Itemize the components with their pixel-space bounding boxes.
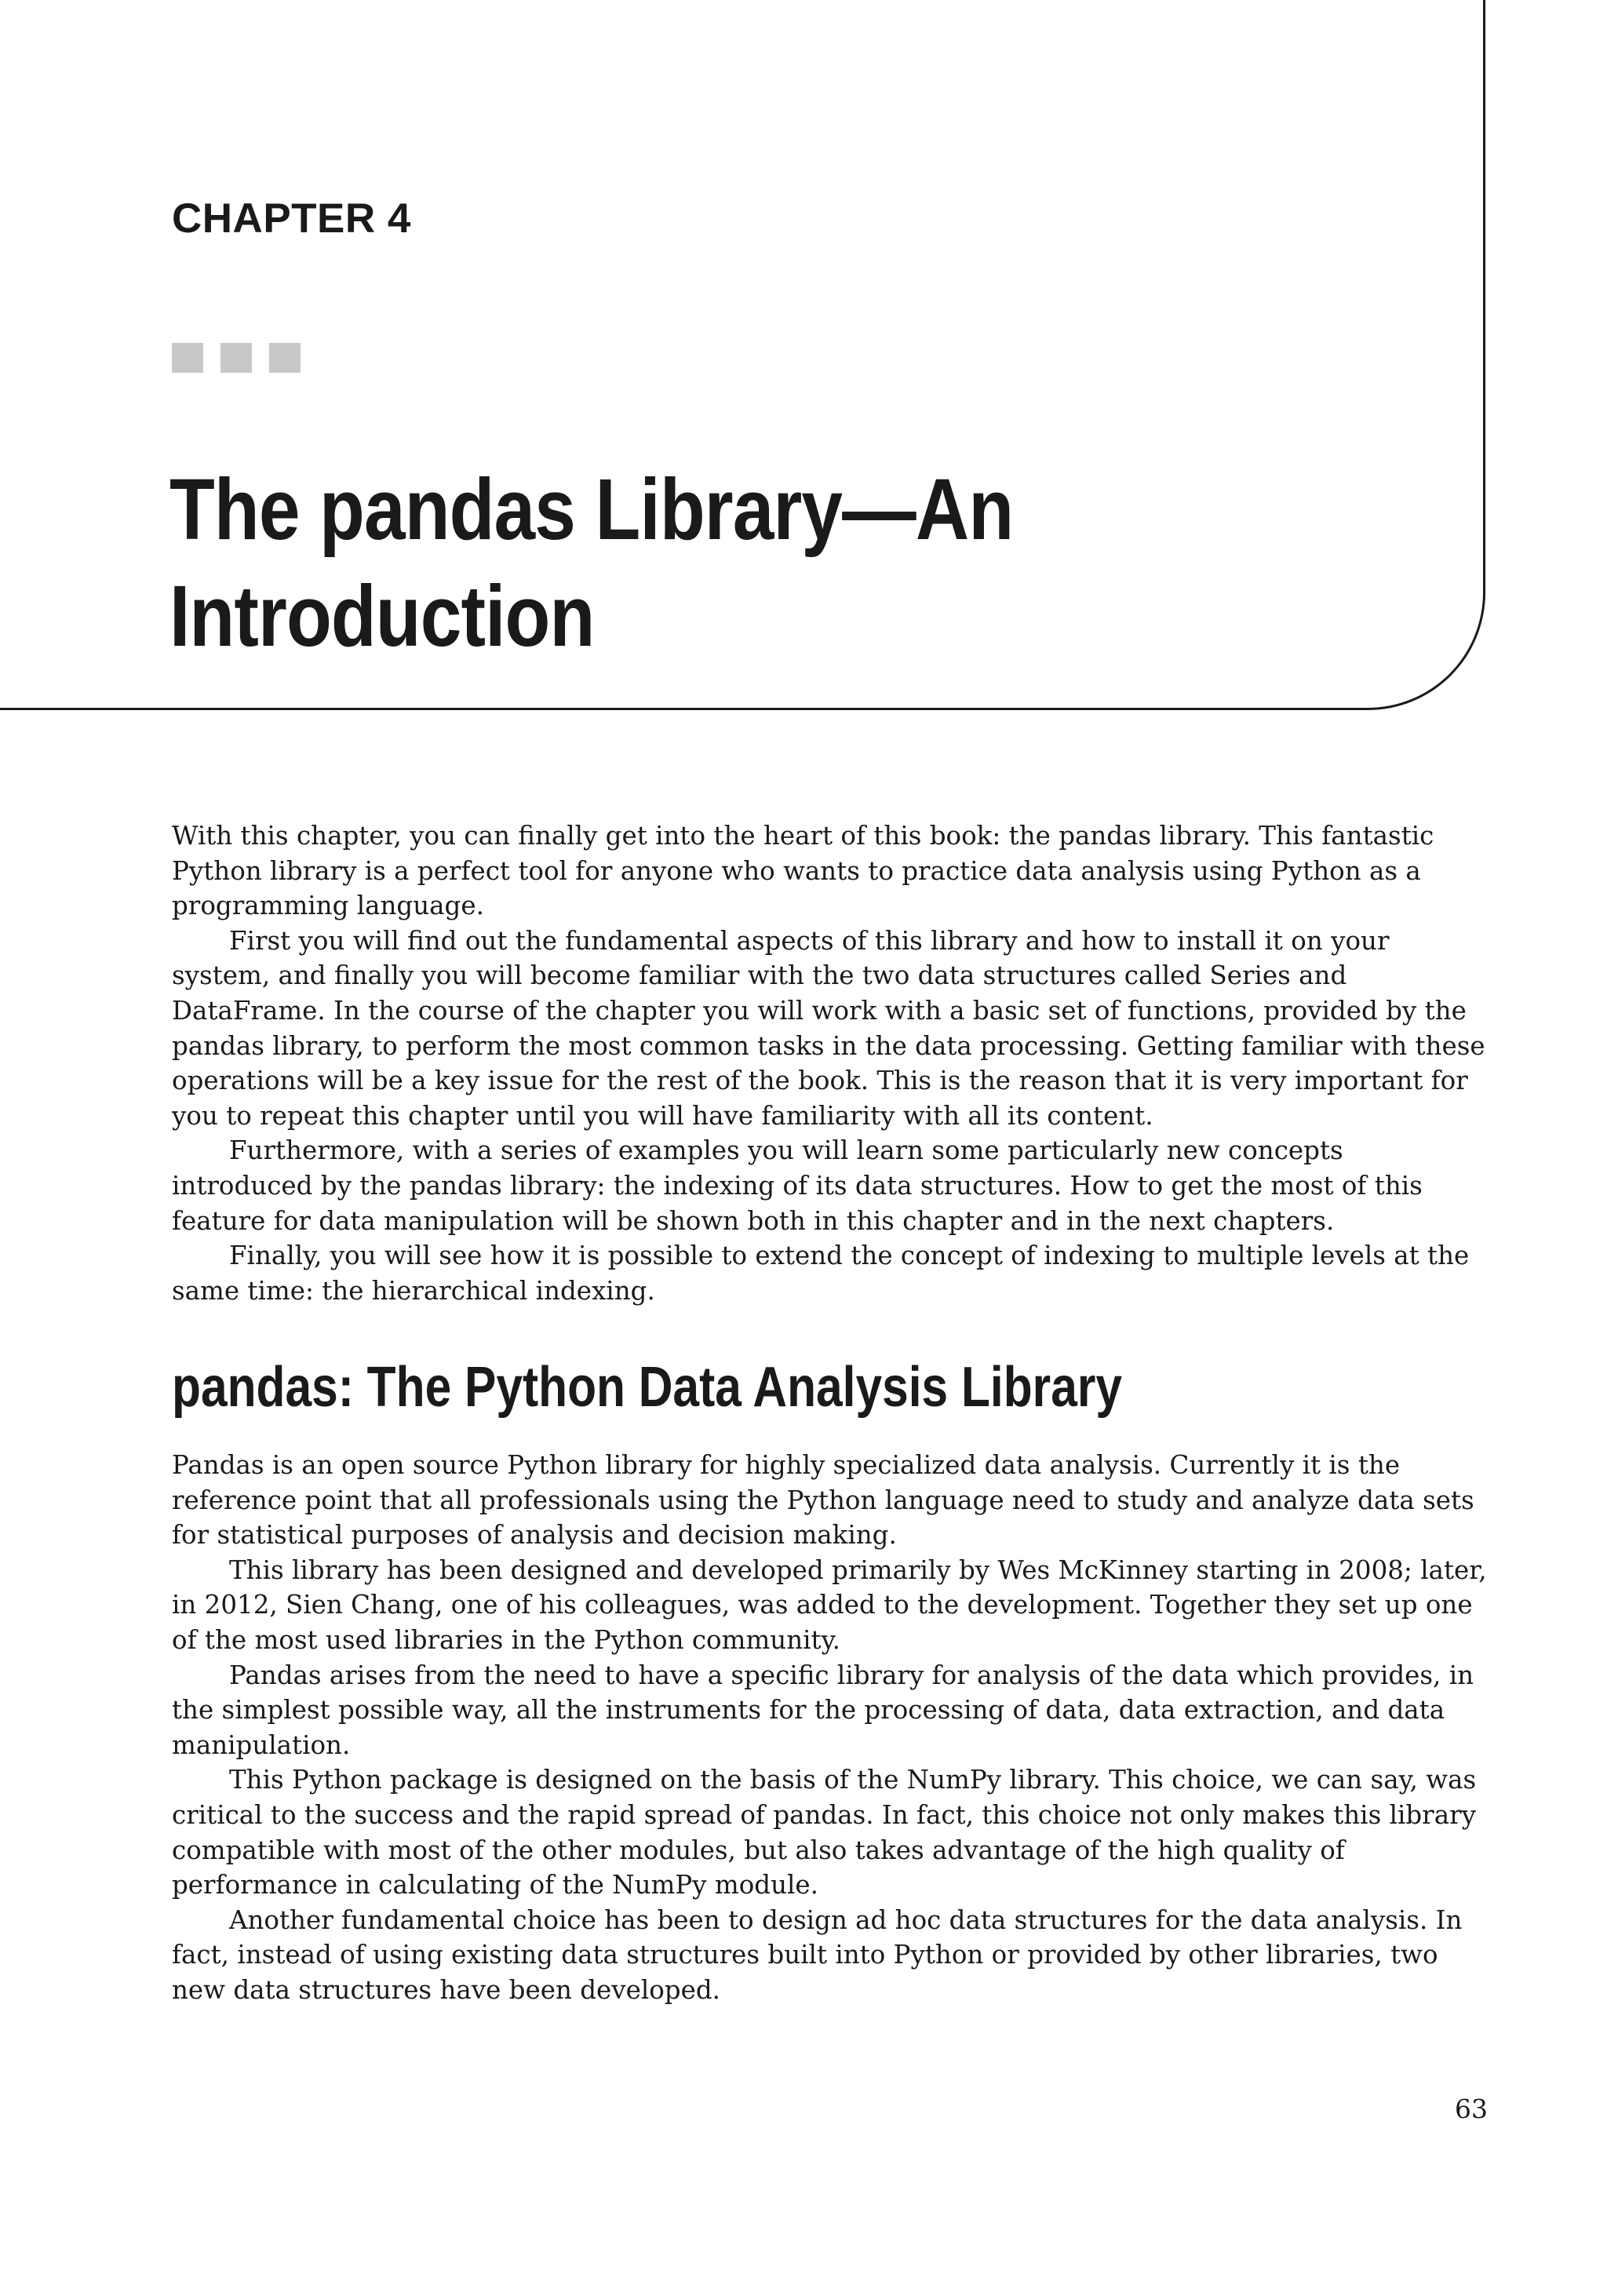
decorative-square — [220, 343, 252, 373]
decorative-squares — [172, 343, 301, 373]
intro-paragraph: First you will find out the fundamental aspects of this library and how to install it on your system, and finally you will become familiar with the two data structures called Series and DataFrame. In the course of the chapter you will work with a basic set of functions, provided by the pandas library, to perform the most common tasks in the data processing. Getting familiar with these operations will be a key issue for the rest of the book. This is the reason that it is very important for you to repeat this chapter until you will have familiarity with all its content. — [172, 925, 1485, 1131]
decorative-square — [172, 343, 203, 373]
intro-text — [172, 818, 1490, 1308]
chapter-label: CHAPTER 4 — [172, 195, 411, 242]
section-paragraph: This library has been designed and developed primarily by Wes McKinney starting in 2008; later, in 2012, Sien Chang, one of his colleagues, was added to the development. Together they set up one of the most used libraries in the Python community. — [172, 1554, 1487, 1655]
chapter-title-line-2: Introduction — [169, 568, 595, 665]
section-heading: pandas: The Python Data Analysis Library — [172, 1356, 1123, 1419]
decorative-square — [269, 343, 301, 373]
page-number: 63 — [1455, 2094, 1488, 2124]
section-paragraph: Another fundamental choice has been to design ad hoc data structures for the data analysis. In fact, instead of using existing data structures built into Python or provided by other libraries, two new data structures have been developed. — [172, 1904, 1463, 2005]
intro-paragraph: With this chapter, you can finally get into the heart of this book: the pandas library. This fantastic Python library is a perfect tool for anyone who wants to practice data analysis using Python as a programming language. — [172, 821, 1434, 921]
section-text — [172, 1448, 1490, 2008]
intro-paragraph: Finally, you will see how it is possible to extend the concept of indexing to multiple levels at the same time: the hierarchical indexing. — [172, 1241, 1470, 1306]
intro-paragraph: Furthermore, with a series of examples you will learn some particularly new concepts introduced by the pandas library: the indexing of its data structures. How to get the most of this feature for data manipulation will be shown both in this chapter and in the next chapters. — [172, 1135, 1423, 1236]
section-paragraph: Pandas is an open source Python library for highly specialized data analysis. Currently it is the reference point that all professionals using the Python language need to study and analyze data sets for statistical purposes of analysis and decision making. — [172, 1450, 1474, 1551]
section-paragraph: This Python package is designed on the basis of the NumPy library. This choice, we can say, was critical to the success and the rapid spread of pandas. In fact, this choice not only makes this library compatible with most of the other modules, but also takes advantage of the high quality of performance in calculating of the NumPy module. — [172, 1765, 1477, 1901]
section-paragraph: Pandas arises from the need to have a specific library for analysis of the data which provides, in the simplest possible way, all the instruments for the processing of data, data extraction, and data manipulation. — [172, 1660, 1474, 1760]
chapter-title-line-1: The pandas Library—An — [169, 461, 1014, 558]
chapter-title — [169, 457, 1249, 670]
